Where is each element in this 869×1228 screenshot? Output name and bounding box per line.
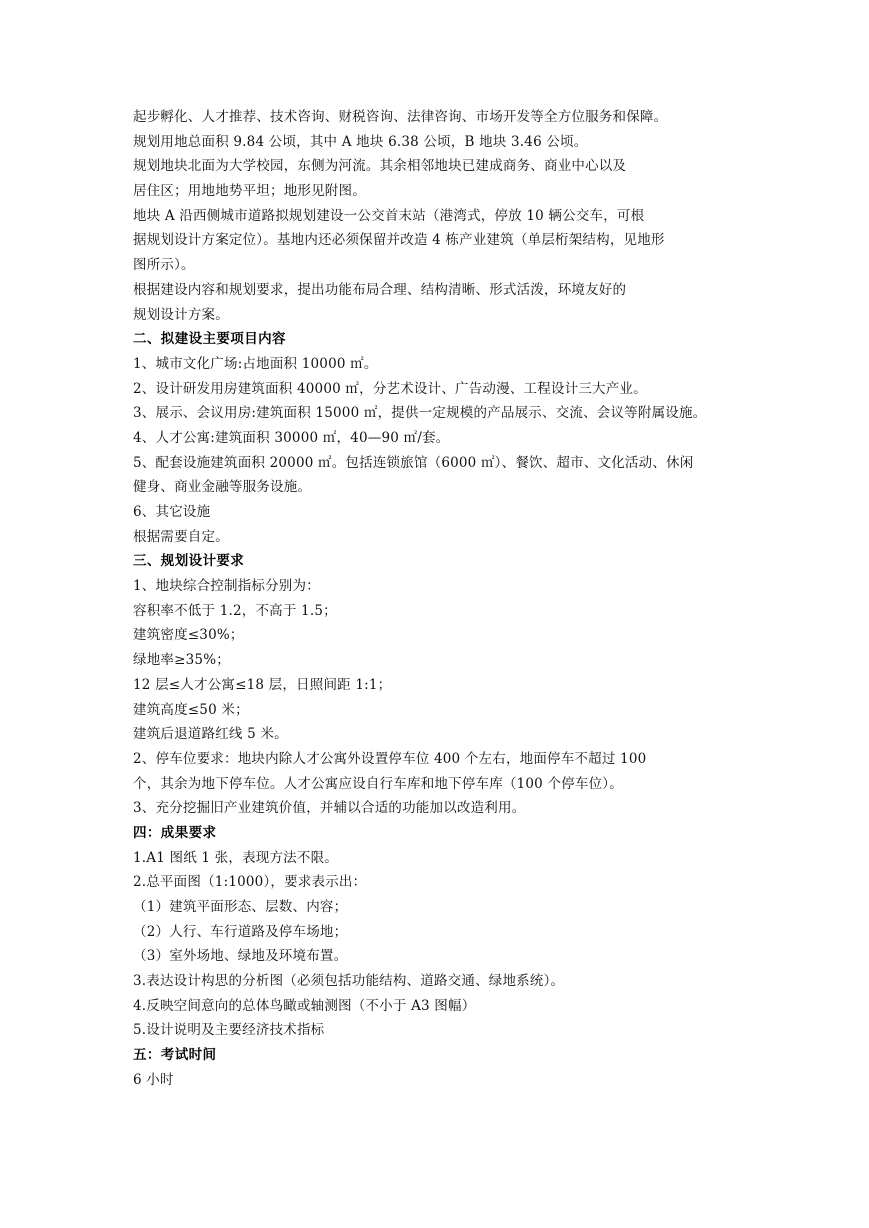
- paragraph-line: 4、人才公寓:建筑面积 30000 ㎡，40—90 ㎡/套。: [133, 429, 450, 446]
- paragraph-line: 6 小时: [133, 1071, 174, 1088]
- paragraph-line: 5.设计说明及主要经济技术指标: [133, 1022, 325, 1039]
- section-heading: 二、拟建设主要项目内容: [133, 331, 286, 348]
- paragraph-line: 绿地率≥35%；: [133, 652, 230, 669]
- paragraph-line: 2.总平面图（1:1000），要求表示出：: [133, 874, 367, 891]
- paragraph-line: 健身、商业金融等服务设施。: [133, 479, 312, 496]
- paragraph-line: 根据建设内容和规划要求，提出功能布局合理、结构清晰、形式活泼，环境友好的: [133, 281, 627, 298]
- paragraph-line: 建筑高度≤50 米；: [133, 701, 249, 718]
- paragraph-line: 规划用地总面积 9.84 公顷，其中 A 地块 6.38 公顷，B 地块 3.46 公顷。: [133, 133, 588, 150]
- paragraph-line: 图所示）。: [133, 257, 195, 274]
- paragraph-line: 据规划设计方案定位）。基地内还必须保留并改造 4 栋产业建筑（单层桁架结构，见地形: [133, 232, 665, 249]
- paragraph-line: （1）建筑平面形态、层数、内容；: [133, 899, 348, 915]
- paragraph-line: 3.表达设计构思的分析图（必须包括功能结构、道路交通、绿地系统）。: [133, 973, 565, 990]
- paragraph-line: 3、展示、会议用房:建筑面积 15000 ㎡，提供一定规模的产品展示、交流、会议等附属设施。: [133, 405, 707, 422]
- paragraph-line: 1、地块综合控制指标分别为：: [133, 578, 320, 595]
- paragraph-line: 3、充分挖掘旧产业建筑价值，并辅以合适的功能加以改造利用。: [133, 800, 526, 817]
- paragraph-line: 1、城市文化广场:占地面积 10000 ㎡。: [133, 355, 378, 372]
- paragraph-line: 6、其它设施: [133, 504, 211, 520]
- paragraph-line: 根据需要自定。: [133, 528, 229, 545]
- paragraph-line: 规划地块北面为大学校园，东侧为河流。其余相邻地块已建成商务、商业中心以及: [133, 158, 627, 175]
- paragraph-line: 1.A1 图纸 1 张，表现方法不限。: [133, 849, 338, 866]
- paragraph-line: 2、设计研发用房建筑面积 40000 ㎡，分艺术设计、广告动漫、工程设计三大产业。: [133, 380, 647, 397]
- paragraph-line: 2、停车位要求：地块内除人才公寓外设置停车位 400 个左右，地面停车不超过 100: [133, 750, 647, 767]
- paragraph-line: 起步孵化、人才推荐、技术咨询、财税咨询、法律咨询、市场开发等全方位服务和保障。: [133, 109, 668, 125]
- paragraph-line: （3）室外场地、绿地及环境布置。: [133, 948, 348, 965]
- section-heading: 四：成果要求: [133, 824, 217, 841]
- paragraph-line: 12 层≤人才公寓≤18 层，日照间距 1:1；: [133, 676, 392, 693]
- section-heading: 三、规划设计要求: [133, 553, 245, 570]
- section-heading: 五：考试时间: [133, 1047, 217, 1064]
- paragraph-line: 地块 A 沿西侧城市道路拟规划建设一公交首末站（港湾式，停放 10 辆公交车，可根: [133, 207, 645, 224]
- paragraph-line: 规划设计方案。: [133, 306, 229, 323]
- document-body: [133, 105, 753, 1093]
- paragraph-line: 个，其余为地下停车位。人才公寓应设自行车库和地下停车库（100 个停车位）。: [133, 775, 623, 792]
- paragraph-line: （2）人行、车行道路及停车场地；: [133, 923, 348, 940]
- paragraph-line: 建筑密度≤30%；: [133, 627, 244, 644]
- paragraph-line: 5、配套设施建筑面积 20000 ㎡。包括连锁旅馆（6000 ㎡）、餐饮、超市、文化活动、休闲: [133, 454, 694, 471]
- paragraph-line: 4.反映空间意向的总体鸟瞰或轴测图（不小于 A3 图幅）: [133, 997, 476, 1014]
- paragraph-line: 容积率不低于 1.2，不高于 1.5；: [133, 602, 337, 619]
- paragraph-line: 建筑后退道路红线 5 米。: [133, 726, 288, 743]
- paragraph-line: 居住区；用地地势平坦；地形见附图。: [133, 183, 366, 200]
